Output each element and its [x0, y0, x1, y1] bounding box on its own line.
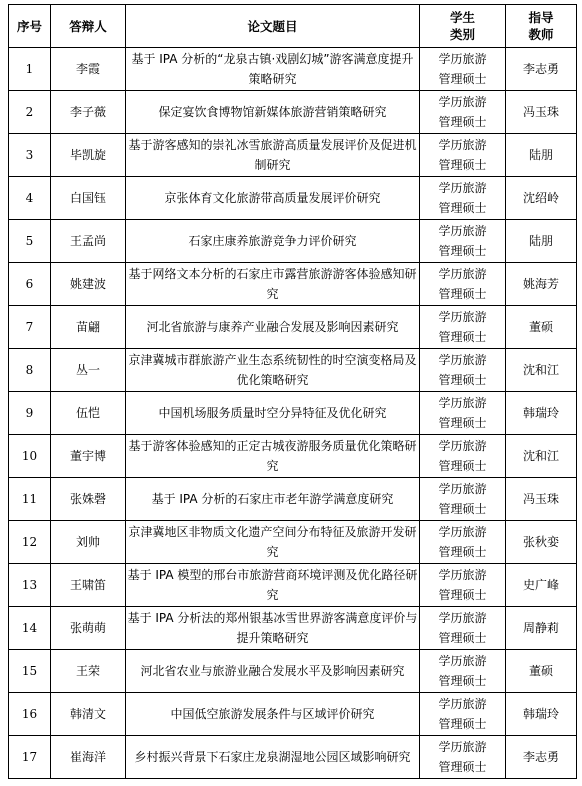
header-title: 论文题目 — [126, 5, 420, 48]
student-type-line1: 学历旅游 — [438, 138, 487, 152]
cell-thesis-title: 京张体育文化旅游带高质量发展评价研究 — [126, 177, 420, 220]
table-row — [9, 91, 577, 134]
student-type-line2: 管理硕士 — [438, 631, 487, 645]
student-type-line2: 管理硕士 — [438, 588, 487, 602]
cell-advisor: 周静莉 — [506, 607, 577, 650]
student-type-line1: 学历旅游 — [438, 568, 487, 582]
cell-thesis-title: 京津冀地区非物质文化遗产空间分布特征及旅游开发研究 — [126, 521, 420, 564]
table-row — [9, 564, 577, 607]
cell-advisor: 沈绍岭 — [506, 177, 577, 220]
cell-seq: 16 — [9, 693, 51, 736]
table-row — [9, 48, 577, 91]
cell-student-type — [420, 607, 506, 650]
cell-advisor: 张秋娈 — [506, 521, 577, 564]
student-type-line2: 管理硕士 — [438, 115, 487, 129]
table-row — [9, 392, 577, 435]
cell-seq: 10 — [9, 435, 51, 478]
cell-seq: 6 — [9, 263, 51, 306]
cell-thesis-title: 中国低空旅游发展条件与区域评价研究 — [126, 693, 420, 736]
student-type-line1: 学历旅游 — [438, 439, 487, 453]
student-type-line2: 管理硕士 — [438, 416, 487, 430]
cell-seq: 9 — [9, 392, 51, 435]
thesis-defense-table — [8, 4, 577, 779]
cell-thesis-title: 河北省农业与旅游业融合发展水平及影响因素研究 — [126, 650, 420, 693]
student-type-line1: 学历旅游 — [438, 611, 487, 625]
cell-thesis-title: 基于游客体验感知的正定古城夜游服务质量优化策略研究 — [126, 435, 420, 478]
cell-student-type — [420, 263, 506, 306]
cell-student-type — [420, 736, 506, 779]
cell-defender: 董宇博 — [51, 435, 126, 478]
student-type-line2: 管理硕士 — [438, 244, 487, 258]
student-type-line2: 管理硕士 — [438, 201, 487, 215]
table-row — [9, 306, 577, 349]
cell-defender: 张萌萌 — [51, 607, 126, 650]
cell-student-type — [420, 392, 506, 435]
cell-seq: 7 — [9, 306, 51, 349]
student-type-line2: 管理硕士 — [438, 373, 487, 387]
cell-thesis-title: 乡村振兴背景下石家庄龙泉湖湿地公园区域影响研究 — [126, 736, 420, 779]
cell-thesis-title: 中国机场服务质量时空分异特征及优化研究 — [126, 392, 420, 435]
cell-advisor: 韩瑞玲 — [506, 392, 577, 435]
cell-seq: 15 — [9, 650, 51, 693]
cell-defender: 丛一 — [51, 349, 126, 392]
cell-seq: 4 — [9, 177, 51, 220]
cell-seq: 12 — [9, 521, 51, 564]
cell-defender: 李子薇 — [51, 91, 126, 134]
student-type-line1: 学历旅游 — [438, 654, 487, 668]
student-type-line1: 学历旅游 — [438, 310, 487, 324]
cell-thesis-title: 京津冀城市群旅游产业生态系统韧性的时空演变格局及优化策略研究 — [126, 349, 420, 392]
cell-advisor: 沈和江 — [506, 349, 577, 392]
table-row — [9, 435, 577, 478]
student-type-line1: 学历旅游 — [438, 482, 487, 496]
student-type-line2: 管理硕士 — [438, 760, 487, 774]
student-type-line1: 学历旅游 — [438, 181, 487, 195]
cell-advisor: 沈和江 — [506, 435, 577, 478]
cell-seq: 8 — [9, 349, 51, 392]
header-defender: 答辩人 — [51, 5, 126, 48]
cell-student-type — [420, 521, 506, 564]
table-row — [9, 177, 577, 220]
cell-advisor: 董硕 — [506, 650, 577, 693]
student-type-line1: 学历旅游 — [438, 525, 487, 539]
cell-thesis-title: 石家庄康养旅游竞争力评价研究 — [126, 220, 420, 263]
student-type-line1: 学历旅游 — [438, 697, 487, 711]
student-type-line2: 管理硕士 — [438, 717, 487, 731]
cell-defender: 崔海洋 — [51, 736, 126, 779]
cell-thesis-title: 基于 IPA 分析法的郑州银基冰雪世界游客满意度评价与提升策略研究 — [126, 607, 420, 650]
cell-student-type — [420, 91, 506, 134]
cell-seq: 14 — [9, 607, 51, 650]
table-header-row — [9, 5, 577, 48]
cell-advisor: 李志勇 — [506, 48, 577, 91]
cell-seq: 2 — [9, 91, 51, 134]
student-type-line2: 管理硕士 — [438, 158, 487, 172]
header-seq: 序号 — [9, 5, 51, 48]
cell-advisor: 陆朋 — [506, 134, 577, 177]
table-row — [9, 736, 577, 779]
cell-thesis-title: 基于 IPA 模型的邢台市旅游营商环境评测及优化路径研究 — [126, 564, 420, 607]
header-student-type-line2: 类别 — [449, 27, 475, 42]
cell-advisor: 冯玉珠 — [506, 478, 577, 521]
table-row — [9, 220, 577, 263]
student-type-line1: 学历旅游 — [438, 52, 487, 66]
student-type-line2: 管理硕士 — [438, 330, 487, 344]
cell-advisor: 李志勇 — [506, 736, 577, 779]
cell-student-type — [420, 177, 506, 220]
cell-student-type — [420, 134, 506, 177]
header-student-type — [420, 5, 506, 48]
cell-defender: 苗翩 — [51, 306, 126, 349]
header-advisor-line1: 指导 — [528, 10, 554, 25]
student-type-line2: 管理硕士 — [438, 545, 487, 559]
cell-student-type — [420, 435, 506, 478]
table-row — [9, 349, 577, 392]
cell-defender: 伍恺 — [51, 392, 126, 435]
table-row — [9, 263, 577, 306]
cell-seq: 5 — [9, 220, 51, 263]
cell-defender: 王孟尚 — [51, 220, 126, 263]
cell-student-type — [420, 306, 506, 349]
cell-student-type — [420, 564, 506, 607]
cell-student-type — [420, 693, 506, 736]
cell-defender: 刘帅 — [51, 521, 126, 564]
table-row — [9, 607, 577, 650]
student-type-line1: 学历旅游 — [438, 740, 487, 754]
cell-student-type — [420, 220, 506, 263]
table-row — [9, 134, 577, 177]
cell-seq: 13 — [9, 564, 51, 607]
header-student-type-line1: 学生 — [449, 10, 475, 25]
student-type-line1: 学历旅游 — [438, 396, 487, 410]
student-type-line2: 管理硕士 — [438, 502, 487, 516]
student-type-line2: 管理硕士 — [438, 459, 487, 473]
cell-seq: 3 — [9, 134, 51, 177]
cell-student-type — [420, 349, 506, 392]
cell-seq: 17 — [9, 736, 51, 779]
cell-advisor: 史广峰 — [506, 564, 577, 607]
cell-defender: 韩清文 — [51, 693, 126, 736]
cell-thesis-title: 基于 IPA 分析的石家庄市老年游学满意度研究 — [126, 478, 420, 521]
student-type-line1: 学历旅游 — [438, 267, 487, 281]
header-advisor — [506, 5, 577, 48]
cell-defender: 姚建波 — [51, 263, 126, 306]
table-row — [9, 650, 577, 693]
cell-thesis-title: 基于网络文本分析的石家庄市露营旅游游客体验感知研究 — [126, 263, 420, 306]
student-type-line2: 管理硕士 — [438, 674, 487, 688]
cell-defender: 王荣 — [51, 650, 126, 693]
cell-advisor: 陆朋 — [506, 220, 577, 263]
table-row — [9, 693, 577, 736]
student-type-line2: 管理硕士 — [438, 287, 487, 301]
student-type-line1: 学历旅游 — [438, 224, 487, 238]
table-body — [9, 48, 577, 779]
student-type-line2: 管理硕士 — [438, 72, 487, 86]
cell-student-type — [420, 48, 506, 91]
cell-defender: 张姝磬 — [51, 478, 126, 521]
cell-defender: 王啸笛 — [51, 564, 126, 607]
cell-thesis-title: 基于游客感知的崇礼冰雪旅游高质量发展评价及促进机制研究 — [126, 134, 420, 177]
cell-student-type — [420, 478, 506, 521]
header-advisor-line2: 教师 — [528, 27, 554, 42]
cell-defender: 毕凯旋 — [51, 134, 126, 177]
cell-seq: 1 — [9, 48, 51, 91]
cell-advisor: 董硕 — [506, 306, 577, 349]
table-row — [9, 521, 577, 564]
student-type-line1: 学历旅游 — [438, 95, 487, 109]
cell-thesis-title: 河北省旅游与康养产业融合发展及影响因素研究 — [126, 306, 420, 349]
cell-defender: 李霞 — [51, 48, 126, 91]
cell-advisor: 冯玉珠 — [506, 91, 577, 134]
cell-advisor: 姚海芳 — [506, 263, 577, 306]
cell-defender: 白国钰 — [51, 177, 126, 220]
cell-student-type — [420, 650, 506, 693]
cell-seq: 11 — [9, 478, 51, 521]
cell-advisor: 韩瑞玲 — [506, 693, 577, 736]
student-type-line1: 学历旅游 — [438, 353, 487, 367]
cell-thesis-title: 保定宴饮食博物馆新媒体旅游营销策略研究 — [126, 91, 420, 134]
table-row — [9, 478, 577, 521]
cell-thesis-title: 基于 IPA 分析的“龙泉古镇·戏剧幻城”游客满意度提升策略研究 — [126, 48, 420, 91]
